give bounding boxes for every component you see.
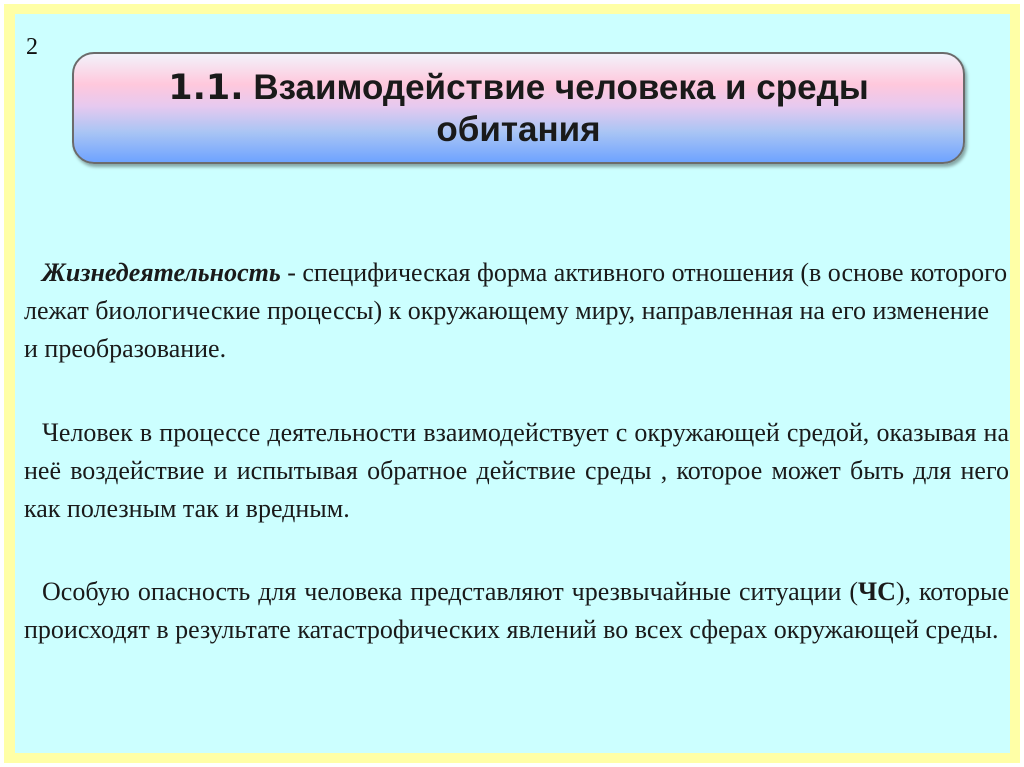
definition-paragraph [24, 254, 1009, 368]
interaction-paragraph [24, 414, 1009, 528]
hazard-text-after: ), которые происходят в результате катастрофических явлений во всех сферах окружающей среды. [24, 577, 1009, 644]
title-line-2: обитания [436, 110, 601, 149]
page-title [168, 67, 868, 151]
hazard-text-before: Особую опасность для человека представляют чрезвычайные ситуации ( [42, 577, 859, 606]
defined-term: Жизнедеятельность [42, 258, 281, 287]
interaction-text: Человек в процессе деятельности взаимодействует с окружающей средой, оказывая на неё воздействие и испытывая обратное действие среды , которое может быть для него как полезным так и вредным. [24, 418, 1009, 523]
emergency-abbreviation: ЧС [858, 577, 896, 606]
hazard-paragraph [24, 573, 1009, 649]
section-number: 1.1. [168, 68, 244, 108]
definition-dash: - [280, 258, 303, 287]
title-line-1: Взаимодействие человека и среды [253, 68, 869, 107]
title-banner [72, 52, 965, 164]
page-number: 2 [26, 34, 38, 60]
definition-text: специфическая форма активного отношения (в основе которого лежат биологические процессы) к окружающему миру, направленная на его изменение и преобразование. [24, 258, 1008, 363]
